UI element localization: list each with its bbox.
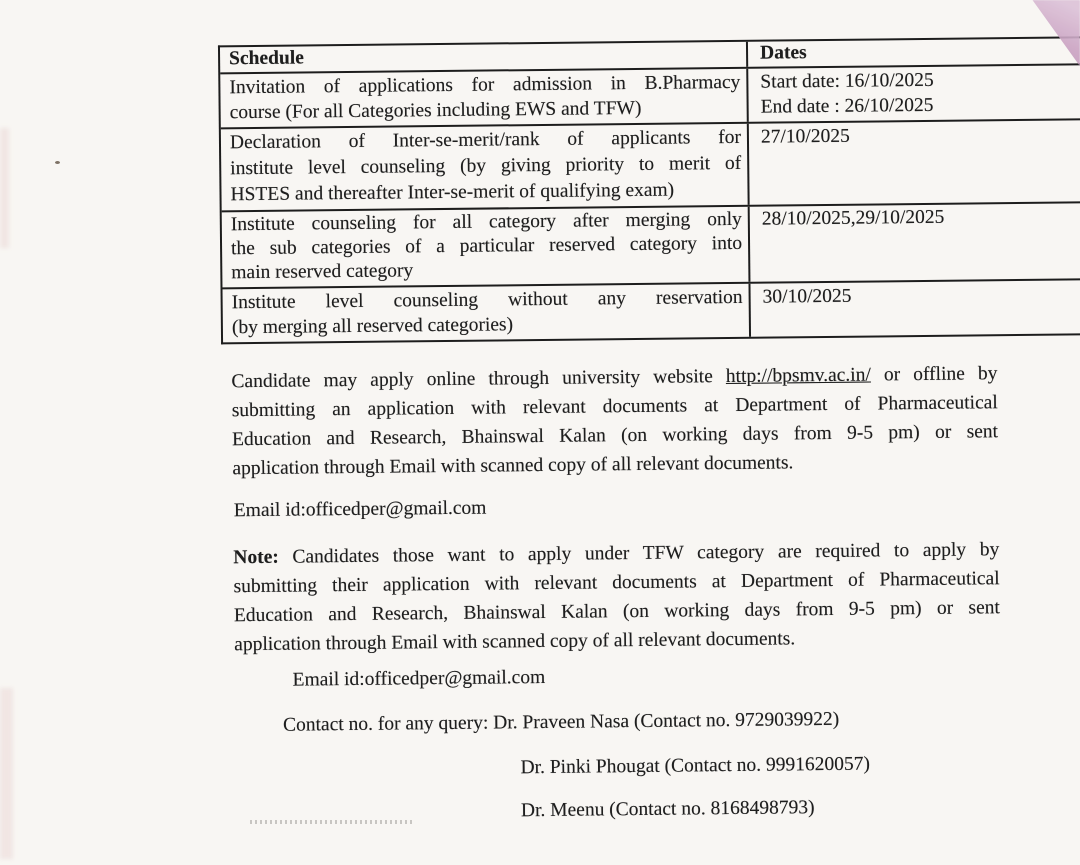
contact-line-2: Dr. Pinki Phougat (Contact no. 9991620057) (520, 753, 871, 779)
table-row (221, 120, 1080, 212)
schedule-column-header: Schedule (228, 47, 304, 70)
dates-column-header: Dates (746, 38, 1080, 67)
contact-query-line: Contact no. for any query: Dr. Praveen Nasa (Contact no. 9729039922) (282, 708, 840, 736)
schedule-cell: Invitation of applications for admission in B.Pharmacy course (For all Categories including EWS and TFW) (229, 71, 741, 124)
paragraph-line: application through Email with scanned copy of all relevant documents. (232, 452, 794, 480)
paragraph-text: or offline by (870, 363, 998, 386)
note-label: Note: (233, 546, 279, 569)
scan-artifact-bottom-dots (250, 820, 412, 824)
contact-line-3: Dr. Meenu (Contact no. 8168498793) (520, 797, 815, 822)
paragraph-line: submitting an application with relevant documents at Department of Pharmaceutical (231, 392, 998, 422)
paragraph-text: Candidate may apply online through university website (231, 366, 726, 393)
table-row (223, 280, 1080, 342)
scan-artifact-left-streak (0, 688, 13, 859)
dates-cell: 28/10/2025,29/10/2025 (748, 203, 1080, 282)
schedule-cell: Declaration of Inter-se-merit/rank of applicants for institute level counseling (by giving priority to merit of HSTES and thereafter Inter-se-merit of qualifying exam) (229, 126, 742, 206)
schedule-cell: Institute counseling for all category after merging only the sub categories of a particular reserved category into main reserved category (230, 208, 743, 284)
paragraph-text: Candidates those want to apply under TFW category are required to apply by (278, 539, 1000, 568)
paragraph-line: application through Email with scanned copy of all relevant documents. (234, 628, 796, 656)
schedule-cell: Institute level counseling without any reservation (by merging all reserved categories) (231, 286, 743, 339)
dates-cell: 30/10/2025 (748, 280, 1080, 337)
scan-artifact-speck (55, 161, 60, 164)
email-id-line-1: Email id:officedper@gmail.com (233, 497, 487, 522)
paragraph-line: submitting their application with relevant documents at Department of Pharmaceutical (233, 568, 1000, 598)
paragraph-line: Education and Research, Bhainswal Kalan (on working days from 9-5 pm) or sent (233, 597, 1000, 627)
schedule-table (218, 36, 1080, 344)
note-paragraph (233, 535, 1000, 659)
dates-cell: Start date: 16/10/2025 End date : 26/10/2025 (746, 65, 1080, 122)
university-website-url: http://bpsmv.ac.in/ (725, 364, 871, 388)
table-row (222, 203, 1080, 289)
paragraph-line: Education and Research, Bhainswal Kalan (on working days from 9-5 pm) or sent (231, 421, 999, 451)
email-id-line-2: Email id:officedper@gmail.com (292, 666, 546, 691)
table-row (220, 65, 1080, 129)
dates-cell: 27/10/2025 (747, 120, 1080, 205)
scan-artifact-left-streak (0, 128, 9, 248)
apply-instructions-paragraph (231, 359, 998, 483)
